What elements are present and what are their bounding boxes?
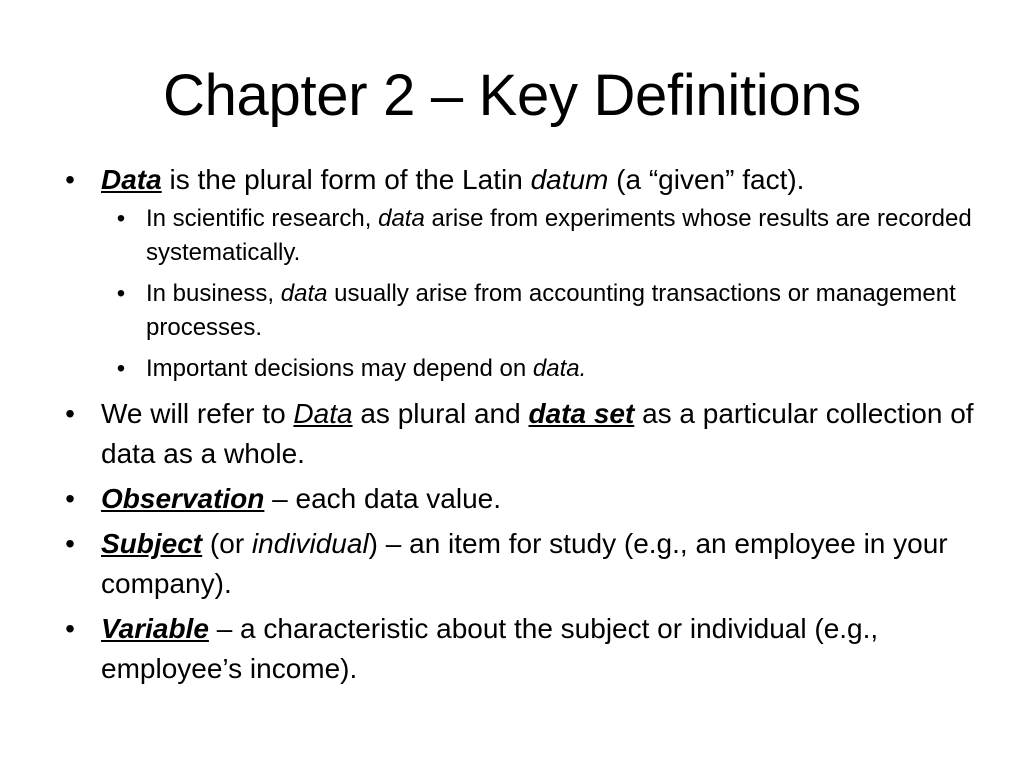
bullet-marker: • [65, 613, 75, 644]
term-subject: Subject [101, 528, 203, 559]
definition-text: – a characteristic about the subject or individual (e.g., employee’s income). [101, 613, 879, 684]
sub-text: In scientific research, [146, 205, 379, 232]
definition-text: (or [202, 528, 252, 559]
term-data-set: data set [528, 398, 635, 429]
sub-text: usually arise from accounting transactions or management processes. [146, 280, 956, 341]
definition-text: is the plural form of the Latin [161, 164, 531, 195]
term-variable: Variable [101, 613, 209, 644]
bullet-item-data-set [60, 394, 980, 474]
slide-body [60, 160, 980, 694]
sub-bullet-item [101, 277, 980, 345]
definition-text: ) – an item for study (e.g., an employee in your company). [101, 528, 948, 599]
bullet-item-subject [60, 524, 980, 604]
sub-bullet-list [101, 202, 980, 386]
sub-text: Important decisions may depend on [146, 355, 533, 382]
definition-text: as a particular collection of data as a whole. [101, 398, 974, 469]
definition-text: (a “given” fact). [608, 164, 805, 195]
bullet-list [60, 160, 980, 689]
sub-bullet-marker: • [116, 355, 126, 382]
bullet-marker: • [65, 164, 75, 195]
sub-bullet-item [101, 352, 980, 386]
sub-text: In business, [146, 280, 281, 307]
sub-bullet-marker: • [116, 280, 126, 307]
slide-title: Chapter 2 – Key Definitions [163, 63, 861, 128]
bullet-item-variable [60, 609, 980, 689]
bullet-marker: • [65, 483, 75, 514]
definition-text: – each data value. [264, 483, 502, 514]
italic-underlined-word: Data [293, 398, 353, 429]
italic-word: data. [532, 355, 587, 382]
definition-text: We will refer to [101, 398, 294, 429]
italic-word: individual [251, 528, 369, 559]
term-observation: Observation [101, 483, 265, 514]
definition-text: as plural and [352, 398, 529, 429]
sub-text: arise from experiments whose results are recorded systematically. [146, 205, 972, 266]
italic-word: data [280, 280, 328, 307]
sub-bullet-item [101, 202, 980, 270]
bullet-item-data [60, 160, 980, 386]
term-data: Data [101, 164, 162, 195]
bullet-marker: • [65, 528, 75, 559]
italic-word: data [378, 205, 425, 232]
bullet-item-observation [60, 479, 980, 519]
italic-word: datum [530, 164, 609, 195]
bullet-marker: • [65, 398, 75, 429]
sub-bullet-marker: • [116, 205, 126, 232]
